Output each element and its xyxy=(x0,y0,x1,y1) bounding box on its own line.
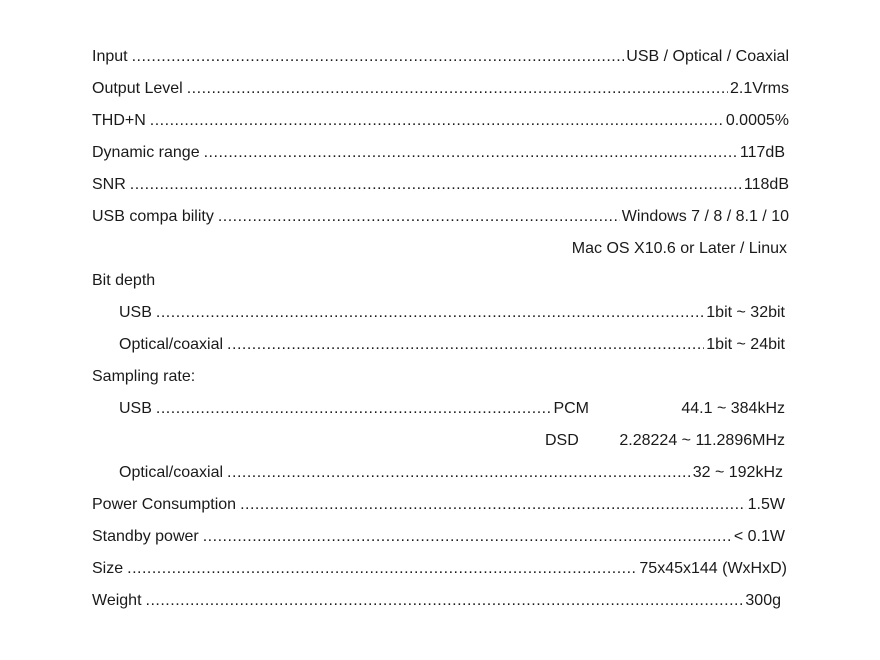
spec-label: SNR xyxy=(92,176,126,193)
dot-leader xyxy=(130,173,742,197)
dot-leader xyxy=(187,77,728,101)
spec-label: USB xyxy=(119,400,152,417)
spec-row-standby xyxy=(92,525,789,549)
spec-value: 1bit ~ 32bit xyxy=(706,304,785,321)
spec-row-bit-depth-usb xyxy=(119,301,789,325)
spec-label: Size xyxy=(92,560,124,577)
dot-leader xyxy=(240,493,746,517)
pcm-value: 44.1 ~ 384kHz xyxy=(681,400,785,417)
dot-leader xyxy=(227,333,704,357)
spec-label: USB xyxy=(119,304,152,321)
dot-leader xyxy=(127,557,637,581)
spec-label: Optical/coaxial xyxy=(119,336,224,353)
spec-value: 118dB xyxy=(743,176,789,193)
spec-row-power xyxy=(92,493,789,517)
dot-leader xyxy=(227,461,691,485)
spec-row-bit-depth-optical xyxy=(119,333,789,357)
spec-value: 300g xyxy=(745,592,781,609)
spec-label: THD+N xyxy=(92,112,146,129)
dsd-value: 2.28224 ~ 11.2896MHz xyxy=(619,432,785,449)
spec-row-sampling-usb xyxy=(119,397,589,421)
pcm-label: PCM xyxy=(553,400,589,417)
dot-leader xyxy=(203,525,732,549)
dot-leader xyxy=(150,109,724,133)
spec-row-weight xyxy=(92,589,789,613)
spec-label: Optical/coaxial xyxy=(119,464,224,481)
spec-value: 1bit ~ 24bit xyxy=(706,336,785,353)
dsd-label: DSD xyxy=(545,432,579,449)
spec-label: Dynamic range xyxy=(92,144,200,161)
spec-label: Power Consumption xyxy=(92,496,237,513)
spec-row-sampling-optical xyxy=(119,461,789,485)
spec-value: 0.0005% xyxy=(725,112,789,129)
spec-row-snr xyxy=(92,173,789,197)
dot-leader xyxy=(146,589,744,613)
spec-row-input xyxy=(92,45,789,69)
dot-leader xyxy=(132,45,625,69)
dot-leader xyxy=(204,141,738,165)
spec-value: 2.1Vrms xyxy=(730,80,789,97)
spec-row-thd xyxy=(92,109,789,133)
spec-row-size xyxy=(92,557,789,581)
dot-leader xyxy=(156,301,704,325)
section-heading-sampling-rate: Sampling rate: xyxy=(92,368,196,385)
dot-leader xyxy=(156,397,552,421)
spec-label: Weight xyxy=(92,592,142,609)
spec-value-continuation: Mac OS X10.6 or Later / Linux xyxy=(571,240,787,257)
spec-label: Output Level xyxy=(92,80,183,97)
spec-row-usb-compat xyxy=(92,205,789,229)
section-heading-bit-depth: Bit depth xyxy=(92,272,156,289)
spec-label: Input xyxy=(92,48,128,65)
spec-label: Standby power xyxy=(92,528,199,545)
spec-value: 32 ~ 192kHz xyxy=(692,464,783,481)
spec-value: USB / Optical / Coaxial xyxy=(626,48,789,65)
spec-value: Windows 7 / 8 / 8.1 / 10 xyxy=(621,208,789,225)
spec-value: 1.5W xyxy=(747,496,785,513)
spec-label: USB compa bility xyxy=(92,208,214,225)
spec-row-output-level xyxy=(92,77,789,101)
dot-leader xyxy=(218,205,620,229)
spec-value: < 0.1W xyxy=(733,528,785,545)
spec-value: 75x45x144 (WxHxD) xyxy=(639,560,787,577)
spec-value: 117dB xyxy=(739,144,785,161)
spec-row-dynamic-range xyxy=(92,141,789,165)
